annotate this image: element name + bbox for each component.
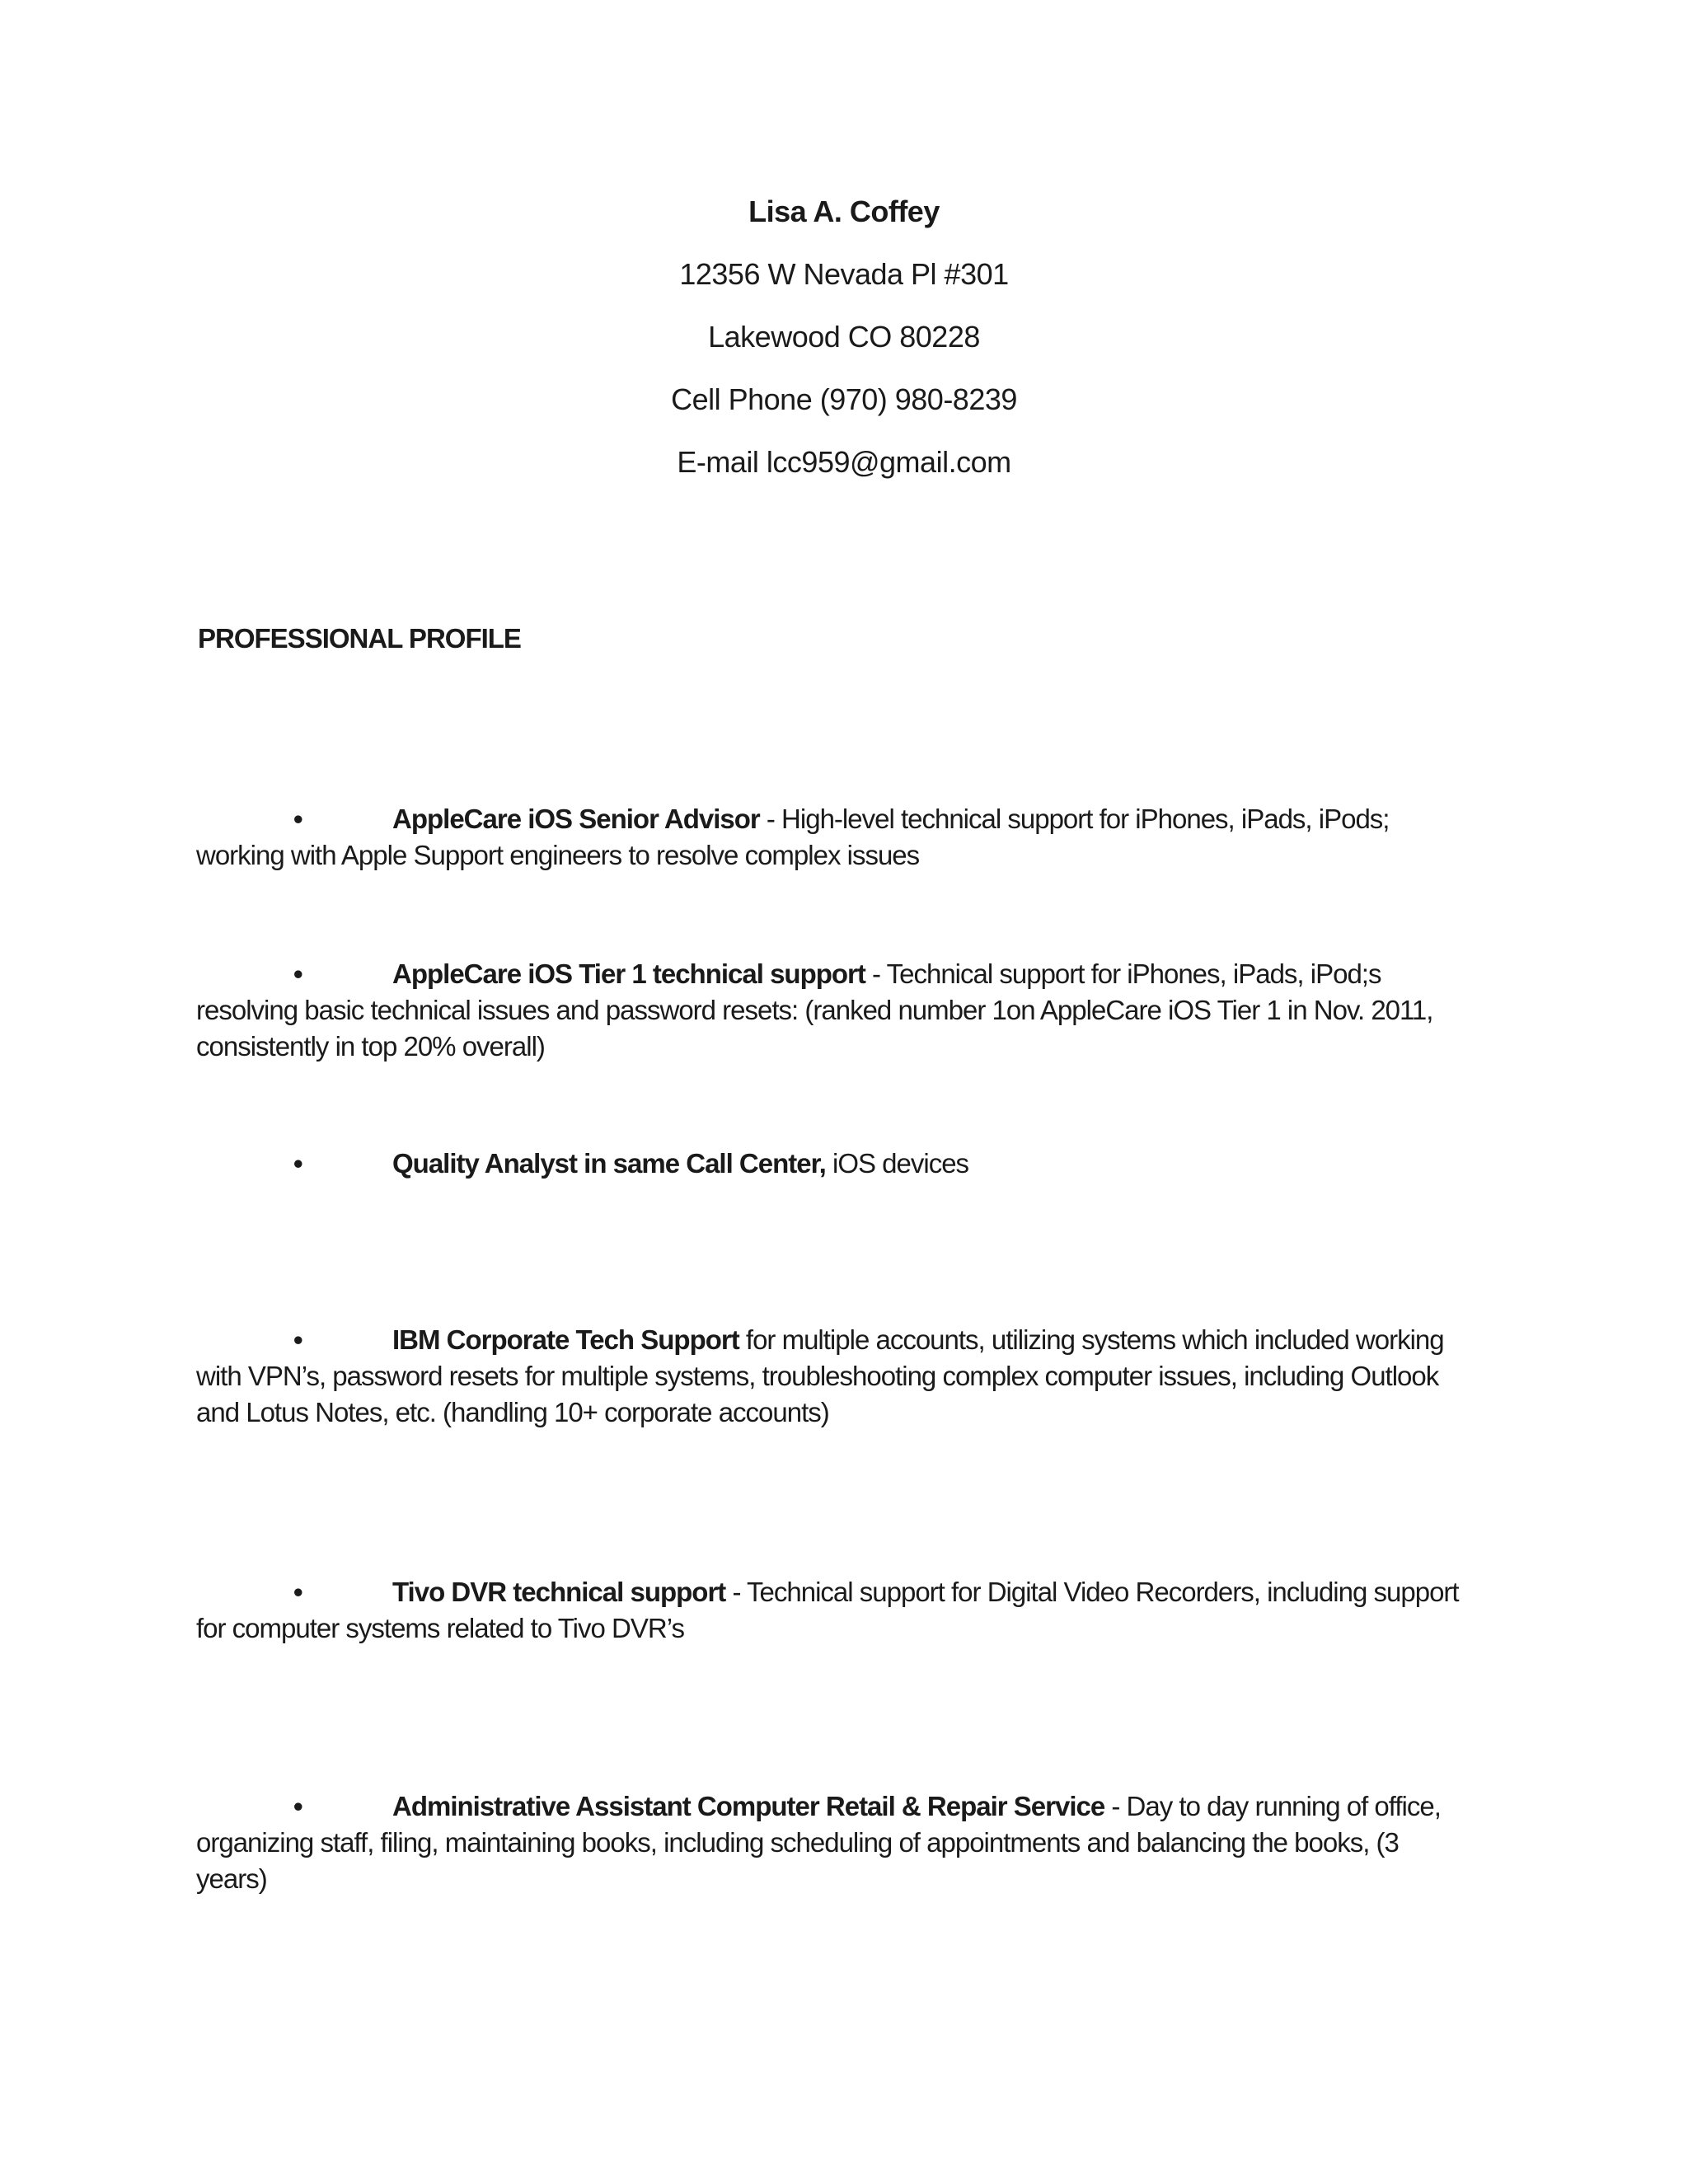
entry-title: Quality Analyst in same Call Center,: [392, 1148, 826, 1179]
profile-entry: [196, 801, 1465, 874]
bullet-glyph: •: [293, 1148, 302, 1179]
entry-text: - Technical support for iPhones, iPads, iPod;s resolving basic technical issues and password resets: (ranked number 1on AppleCare iOS Tier 1 in Nov. 2011, consistently in top 20% overall): [196, 958, 1433, 1062]
bullet-glyph: •: [293, 1324, 302, 1355]
section-heading-professional-profile: PROFESSIONAL PROFILE: [198, 623, 521, 654]
entry-title: AppleCare iOS Tier 1 technical support: [392, 958, 865, 989]
bullet-glyph: •: [293, 1577, 302, 1607]
bullet-glyph: •: [293, 1791, 302, 1821]
address-line-1: 12356 W Nevada Pl #301: [679, 257, 1009, 291]
entry-text: - High-level technical support for iPhones, iPads, iPods; working with Apple Support engineers to resolve complex issues: [196, 804, 1390, 870]
candidate-name: Lisa A. Coffey: [748, 194, 940, 228]
entry-title: AppleCare iOS Senior Advisor: [392, 804, 760, 834]
profile-entry: [196, 956, 1465, 1065]
bullet-glyph: •: [293, 804, 302, 834]
entry-text: - Day to day running of office, organizing staff, filing, maintaining books, including scheduling of appointments and balancing the books, (3 years): [196, 1791, 1441, 1894]
profile-entry: [196, 1574, 1465, 1647]
entry-title: IBM Corporate Tech Support: [392, 1324, 739, 1355]
entry-text: - Technical support for Digital Video Recorders, including support for computer systems related to Tivo DVR’s: [196, 1577, 1459, 1643]
address-line-2: Lakewood CO 80228: [708, 320, 980, 354]
bullet-glyph: •: [293, 958, 302, 989]
entry-text: iOS devices: [825, 1148, 969, 1179]
profile-entry: [295, 1146, 1465, 1182]
phone-line: Cell Phone (970) 980-8239: [671, 382, 1017, 416]
email-line: E-mail lcc959@gmail.com: [677, 445, 1011, 479]
entry-title: Administrative Assistant Computer Retail & Repair Service: [392, 1791, 1105, 1821]
entry-text: for multiple accounts, utilizing systems which included working with VPN’s, password resets for multiple systems, troubleshooting complex computer issues, including Outlook and Lotus Notes, etc. (handling 10+ corporate accounts): [196, 1324, 1444, 1427]
entry-title: Tivo DVR technical support: [392, 1577, 726, 1607]
profile-entry: [196, 1322, 1465, 1431]
profile-entry: [196, 1788, 1465, 1897]
